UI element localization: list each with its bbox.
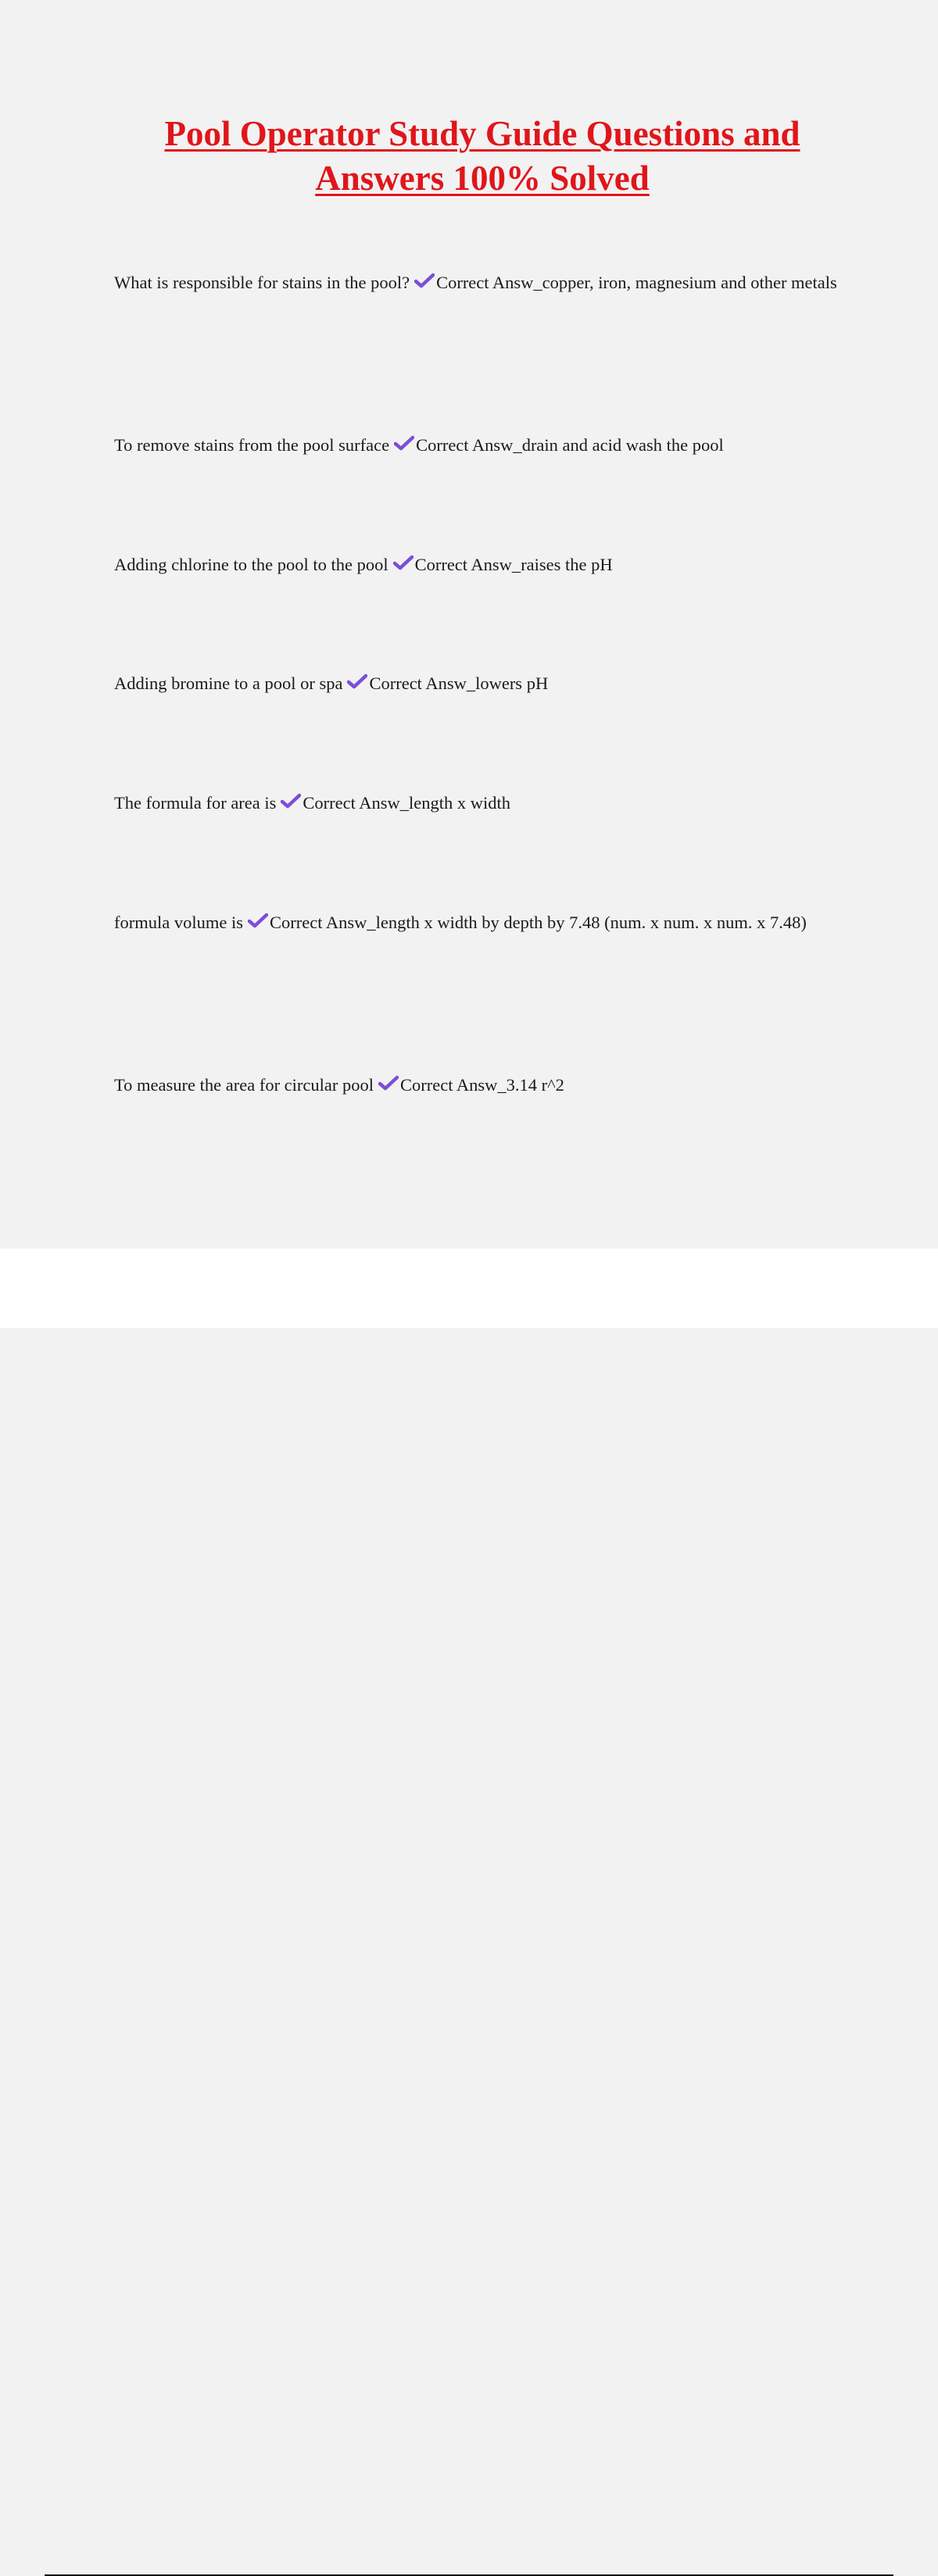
- document-page: [0, 0, 938, 1249]
- answer-text: 3.14 r^2: [506, 1075, 564, 1095]
- qa-item-6: [114, 899, 849, 948]
- qa-item-7: [114, 1062, 849, 1110]
- question-text: formula volume is: [114, 913, 243, 932]
- checkmark-icon: [393, 541, 414, 588]
- checkmark-icon: [394, 422, 414, 469]
- question-text: Adding bromine to a pool or spa: [114, 673, 343, 693]
- answer-marker: Correct Answ_: [269, 913, 376, 932]
- checkmark-icon: [281, 780, 301, 827]
- checkmark-icon: [414, 259, 435, 306]
- qa-item-4: [114, 660, 849, 709]
- answer-marker: Correct Answ_: [303, 793, 410, 813]
- question-text: What is responsible for stains in the pool?: [114, 273, 410, 292]
- answer-text: raises the pH: [521, 555, 613, 574]
- answer-text: length x width: [409, 793, 511, 813]
- title-line-1: Pool Operator Study Guide Questions and: [164, 114, 800, 153]
- answer-text: lowers pH: [475, 673, 549, 693]
- checkmark-icon: [347, 660, 367, 707]
- answer-marker: Correct Answ_: [416, 435, 522, 455]
- answer-marker: Correct Answ_: [369, 673, 476, 693]
- answer-marker: Correct Answ_: [414, 555, 521, 574]
- qa-item-1: [114, 259, 849, 308]
- next-page-area: [0, 1249, 938, 1328]
- question-text: Adding chlorine to the pool to the pool: [114, 555, 388, 574]
- answer-text: length x width by depth by 7.48 (num. x num. x num. x 7.48): [375, 913, 807, 932]
- qa-item-2: [114, 422, 849, 470]
- document-title: [0, 112, 938, 201]
- answer-text: copper, iron, magnesium and other metals: [542, 273, 837, 292]
- checkmark-icon: [378, 1062, 399, 1109]
- question-text: The formula for area is: [114, 793, 277, 813]
- qa-item-3: [114, 541, 849, 590]
- question-text: To remove stains from the pool surface: [114, 435, 390, 455]
- answer-text: drain and acid wash the pool: [521, 435, 724, 455]
- checkmark-icon: [248, 899, 268, 946]
- qa-item-5: [114, 780, 849, 828]
- title-line-2: Answers 100% Solved: [315, 159, 650, 198]
- question-text: To measure the area for circular pool: [114, 1075, 374, 1095]
- answer-marker: Correct Answ_: [436, 273, 542, 292]
- answer-marker: Correct Answ_: [400, 1075, 507, 1095]
